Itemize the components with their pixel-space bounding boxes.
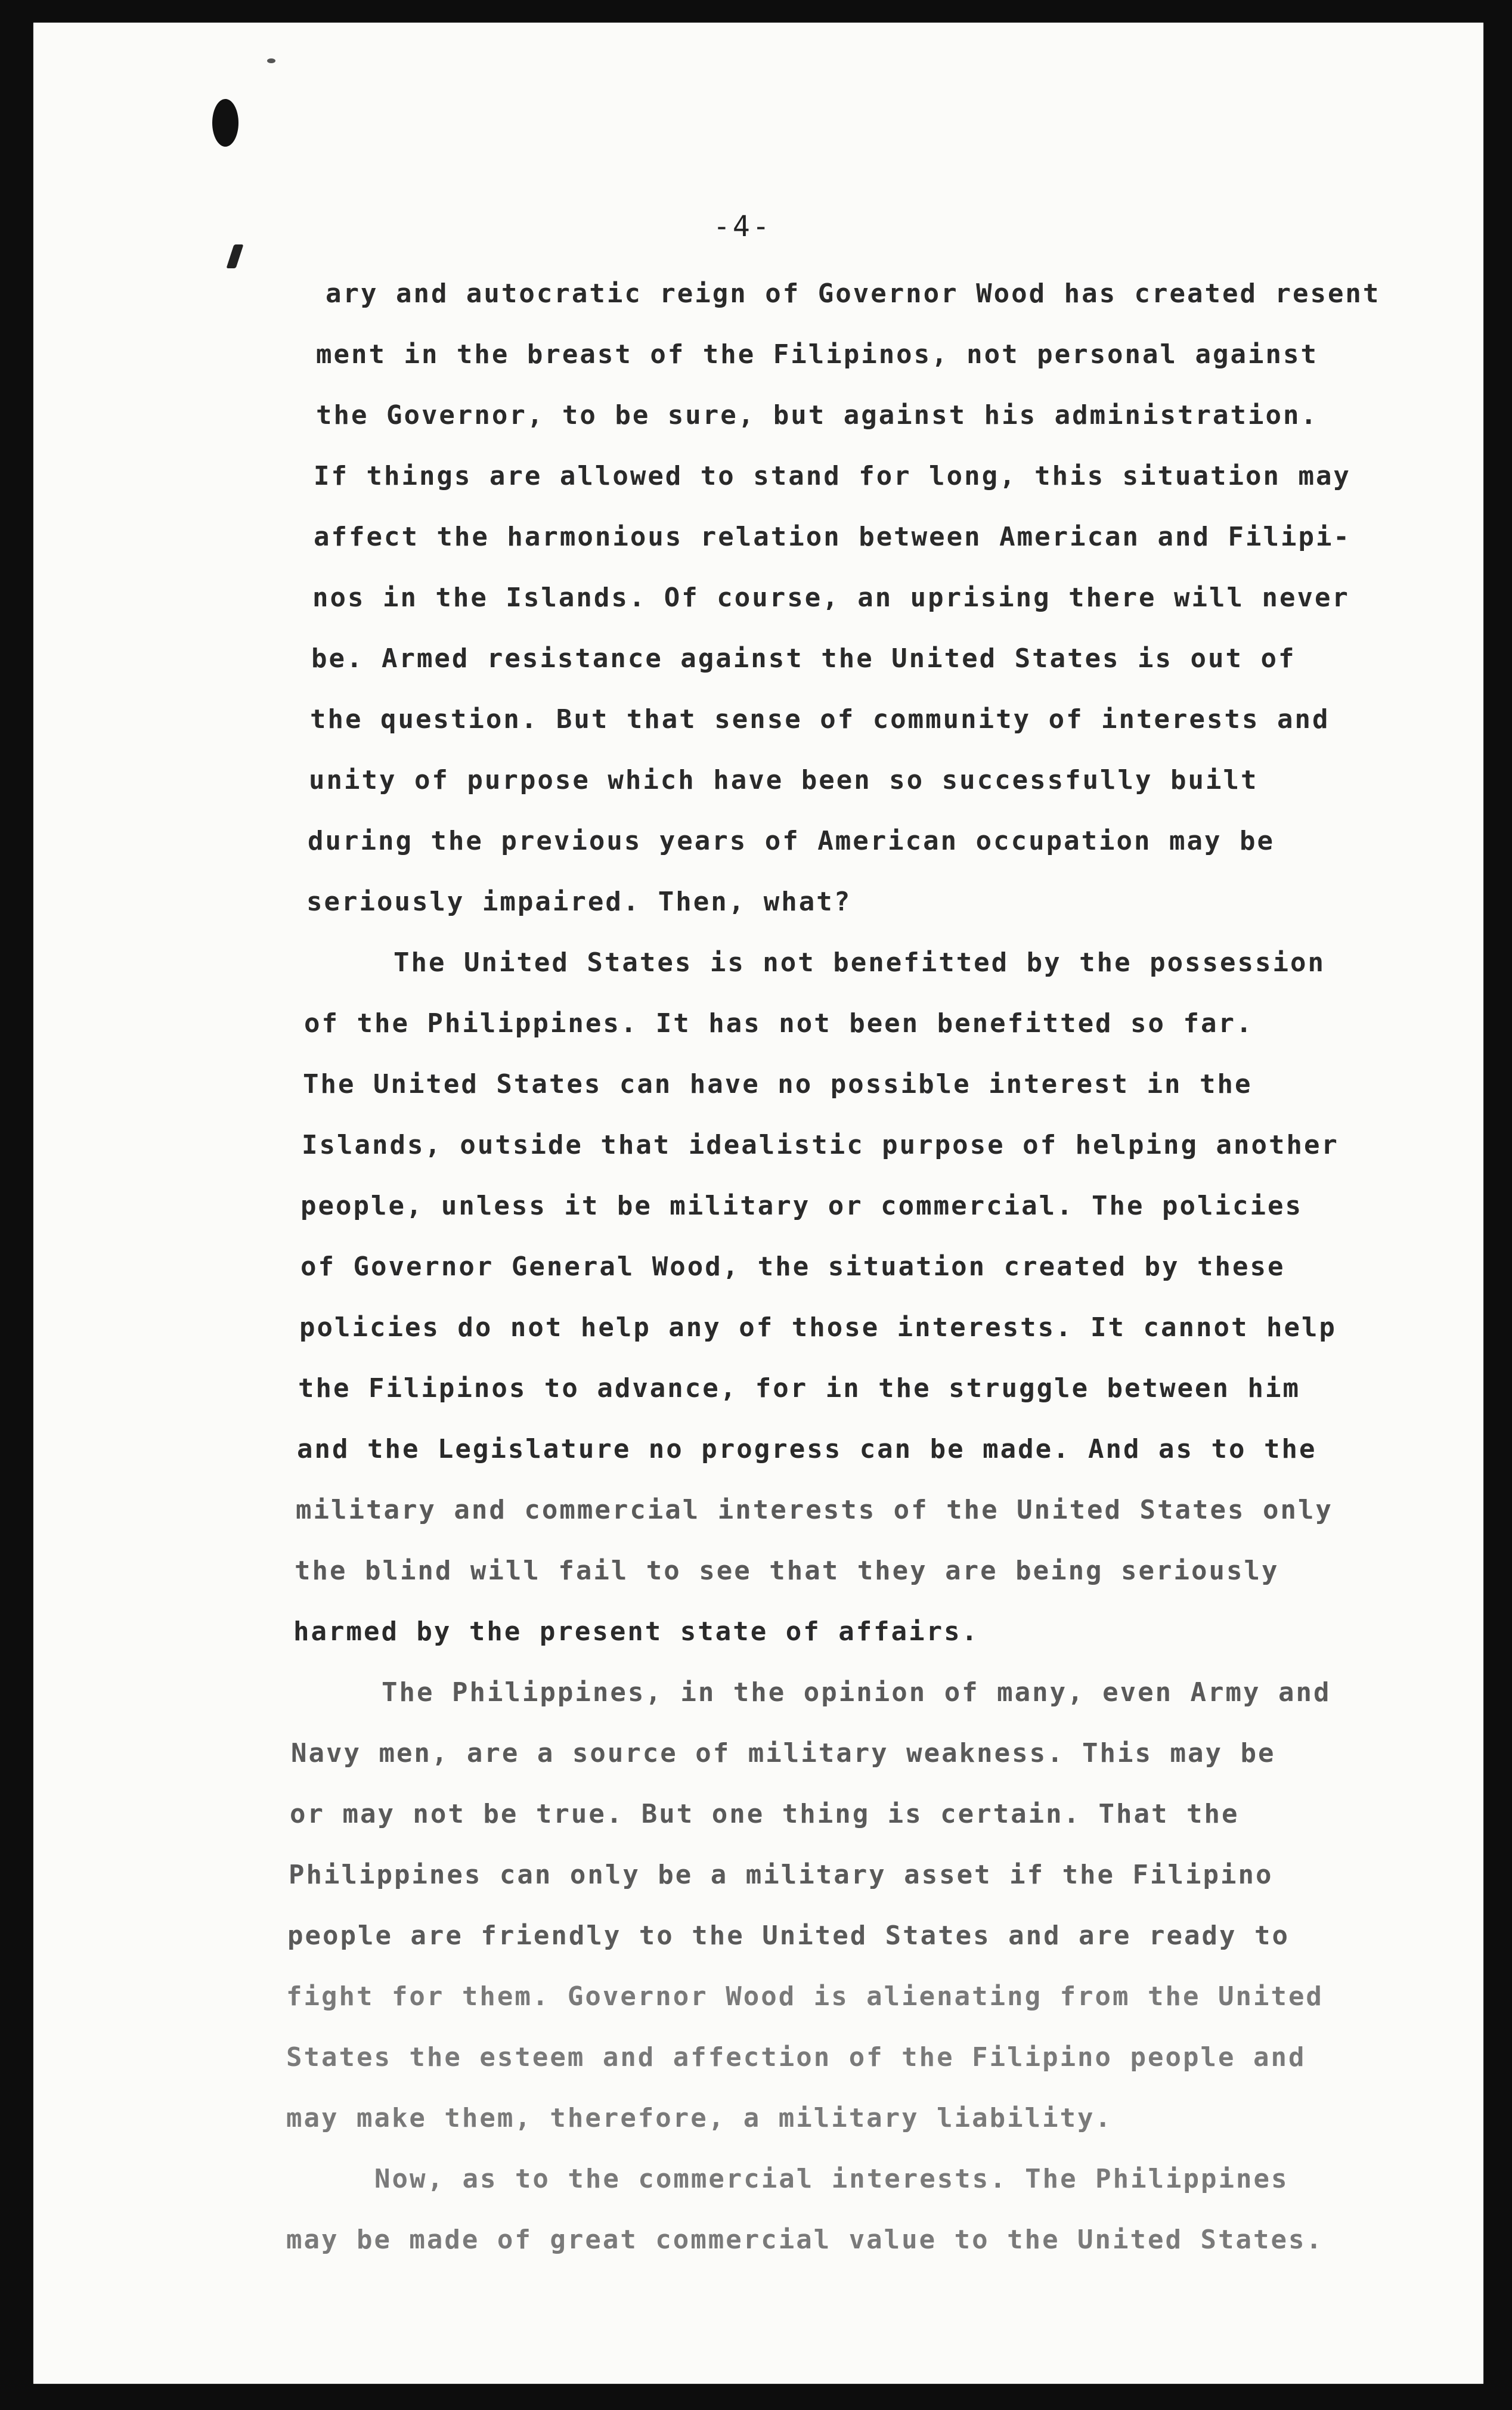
text-line: people, unless it be military or commercial. The policies (300, 1191, 1303, 1221)
punch-hole-mark (212, 99, 238, 147)
text-line: nos in the Islands. Of course, an uprising there will never (312, 583, 1350, 613)
text-line: seriously impaired. Then, what? (306, 887, 852, 917)
margin-pencil-mark (227, 244, 244, 268)
text-line: during the previous years of American occupation may be (308, 826, 1275, 856)
text-line: may make them, therefore, a military liability. (286, 2103, 1113, 2133)
text-line: of Governor General Wood, the situation created by these (300, 1252, 1285, 1282)
text-line: Philippines can only be a military asset if the Filipino (289, 1860, 1274, 1890)
text-line: States the esteem and affection of the Filipino people and (286, 2042, 1306, 2073)
text-line: of the Philippines. It has not been benefitted so far. (304, 1008, 1254, 1039)
text-line: unity of purpose which have been so successfully built (309, 765, 1259, 795)
text-line: ment in the breast of the Filipinos, not personal against (316, 339, 1318, 370)
text-line: Islands, outside that idealistic purpose of helping another (302, 1130, 1339, 1160)
text-line: policies do not help any of those interests. It cannot help (299, 1312, 1337, 1343)
text-line: be. Armed resistance against the United States is out of (311, 643, 1296, 674)
text-line: The United States can have no possible interest in the (303, 1069, 1253, 1099)
paragraph-first-line: Now, as to the commercial interests. The Philippines (374, 2164, 1289, 2194)
text-line: may be made of great commercial value to the United States. (286, 2225, 1324, 2255)
paragraph-first-line: The Philippines, in the opinion of many, even Army and (382, 1677, 1331, 1708)
text-line: people are friendly to the United States and are ready to (287, 1920, 1290, 1951)
text-line: ary and autocratic reign of Governor Wood has created resent (326, 278, 1381, 309)
text-line: or may not be true. But one thing is certain. That the (290, 1799, 1240, 1829)
text-line: the blind will fail to see that they are being seriously (295, 1556, 1279, 1586)
text-line: the Filipinos to advance, for in the struggle between him (298, 1373, 1300, 1404)
text-line: If things are allowed to stand for long, this situation may (314, 461, 1351, 491)
text-line: military and commercial interests of the United States only (296, 1495, 1333, 1525)
paragraph-first-line: The United States is not benefitted by the possession (394, 947, 1325, 978)
text-line: and the Legislature no progress can be made. And as to the (297, 1434, 1317, 1464)
text-line: fight for them. Governor Wood is alienating from the United (286, 1981, 1324, 2012)
scan-speck (267, 58, 275, 63)
text-line: the Governor, to be sure, but against his administration. (316, 400, 1318, 430)
page-number: -4- (713, 210, 772, 243)
text-line: Navy men, are a source of military weakness. This may be (291, 1738, 1276, 1768)
text-line: harmed by the present state of affairs. (293, 1616, 980, 1647)
typescript-body (286, 264, 1407, 2270)
text-line: affect the harmonious relation between American and Filipi- (314, 522, 1351, 552)
text-line: the question. But that sense of community of interests and (310, 704, 1330, 735)
